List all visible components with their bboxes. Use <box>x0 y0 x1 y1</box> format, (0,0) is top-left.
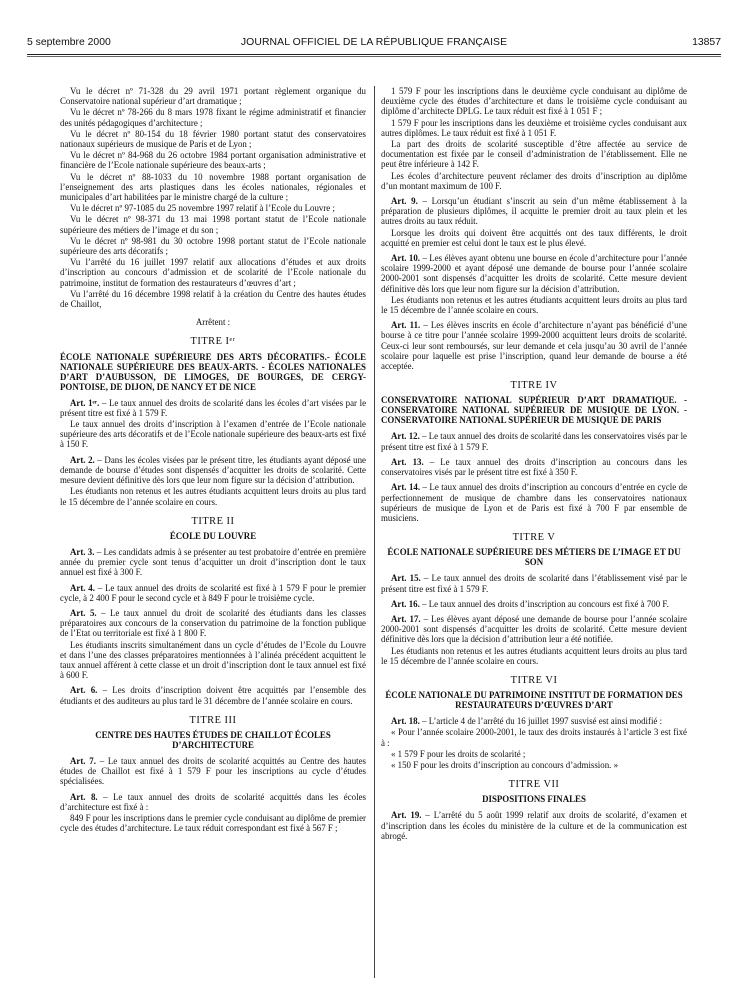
article-6-label: Art. 6. <box>70 685 98 696</box>
article-18 <box>381 716 687 726</box>
article-10-para-2: Les étudiants non retenus et les autres étudiants acquittent leurs droits au plus tard le 15 décembre de l’année scolaire en cours. <box>381 294 687 316</box>
article-5-label: Art. 5. <box>70 607 97 618</box>
article-2-text: – Dans les écoles visées par le présent titre, les étudiants ayant déposé une demande de bourse d’études sont dispensés d’acquitter les droits de scolarité. Cette mesure devient définitive dès lors que leur nom figure sur la décision d’attribution. <box>60 454 366 486</box>
article-18-para-4: « 150 F pour les droits d’inscription au concours d’admission. » <box>391 759 619 770</box>
article-19-label: Art. 19. <box>391 810 422 821</box>
article-11-label: Art. 11. <box>391 320 421 331</box>
article-9 <box>381 196 687 227</box>
article-8-para-2: 849 F pour les inscriptions dans le premier cycle conduisant au diplôme de premier cycle des études d’architecture. Le taux réduit correspondant est fixé à 567 F ; <box>60 812 366 834</box>
article-4 <box>60 583 366 603</box>
article-19 <box>381 810 687 841</box>
visa-6: Vu le décret nº 97-1085 du 25 novembre 1997 relatif à l’Ecole du Louvre ; <box>70 203 335 214</box>
article-3 <box>60 547 366 578</box>
article-18-para-2: « Pour l’année scolaire 2000-2001, le taux des droits instaurés à l’article 3 est fixé à : <box>381 727 687 748</box>
titre-6-subheading: ÉCOLE NATIONALE DU PATRIMOINE INSTITUT DE FORMATION DES RESTAURATEURS D’ŒUVRES D’ART <box>385 690 683 711</box>
article-16 <box>381 599 687 609</box>
article-1-para-2: Le taux annuel des droits d’inscription à l’examen d’entrée de l’Ecole nationale supérieure des arts décoratifs et de l’Ecole nationale supérieure des beaux-arts est fixé à 150 F. <box>60 419 366 450</box>
titre-4-heading: TITRE IV <box>510 380 558 392</box>
article-17-label: Art. 17. <box>391 613 421 624</box>
right-column <box>381 86 687 976</box>
article-15 <box>381 573 687 593</box>
article-8-para-6: Les écoles d’architecture peuvent réclamer des droits d’inscription au diplôme d’un montant maximum de 100 F. <box>381 170 687 191</box>
article-8-para-4: 1 579 F pour les inscriptions dans les deuxième et troisième cycles conduisant aux autres diplômes. Le taux réduit est fixé à 1 051 F. <box>381 117 687 138</box>
article-1-text: – Le taux annuel des droits de scolarité dans les écoles d’art visées par le présent titre est fixé à 1 579 F. <box>60 397 366 418</box>
visa-4: Vu le décret nº 84-968 du 26 octobre 1984 portant organisation administrative et financière de l’Ecole nationale supérieure des beaux-arts ; <box>60 150 366 171</box>
column-divider <box>374 86 375 978</box>
visa-9: Vu l’arrêté du 16 juillet 1997 relatif aux allocations d’études et aux droits d’inscription au concours d’admission et de scolarité de l’Ecole nationale du patrimoine, institut de formation des restaurateurs d’œuvres d’art ; <box>60 257 366 288</box>
article-14 <box>381 482 687 523</box>
article-10 <box>381 253 687 294</box>
article-15-label: Art. 15. <box>391 573 421 584</box>
article-11-text: – Les élèves inscrits en école d’architecture n’ayant pas bénéficié d’une bourse à ce titre pour l’année scolaire 1999-2000 acquittent leurs droits de scolarité. Ceux-ci leur sont remboursés, sur leur demande et cela jusqu’au 30 avril de l’année scolaire pour laquelle est prise l’inscription, quand leur demande de bourse a été acceptée. <box>381 320 687 372</box>
visa-7: Vu le décret nº 98-371 du 13 mai 1998 portant statut de l’Ecole nationale supérieure des métiers de l’image et du son ; <box>60 214 366 235</box>
titre-1-subheading: ÉCOLE NATIONALE SUPÉRIEURE DES ARTS DÉCORATIFS.- ÉCOLE NATIONALE SUPÉRIEURE DES BEAUX-ARTS. - ÉCOLES NATIONALES D’ART D’AUBUSSON, DE LIMOGES, DE BOURGES, DE CERGY-PONTOISE, DE DIJON, DE NANCY ET DE NICE <box>60 351 366 392</box>
titre-1-heading: TITRE Iᵉʳ <box>190 336 236 348</box>
article-4-text: – Le taux annuel des droits de scolarité est fixé à 1 579 F pour le premier cycle, à 2 400 F pour le second cycle et à 849 F pour le troisième cycle. <box>60 582 366 603</box>
article-5-text: – Le taux annuel du droit de scolarité des étudiants dans les classes préparatoires aux concours de la conservation du patrimoine de la fonction publique de l’Etat ou territoriale est fixé à 1 800 F. <box>60 607 366 639</box>
article-2-para-2: Les étudiants non retenus et les autres étudiants acquittent leurs droits au plus tard le 15 décembre de l’année scolaire en cours. <box>60 486 366 507</box>
article-18-text: – L’article 4 de l’arrêté du 16 juillet 1997 susvisé est ainsi modifié : <box>419 716 663 727</box>
visa-2: Vu le décret nº 78-266 du 8 mars 1978 fixant le régime administratif et financier des unités pédagogiques d’architecture ; <box>60 107 366 128</box>
article-8-para-3: 1 579 F pour les inscriptions dans le deuxième cycle conduisant au diplôme de deuxième cycle des études d’architecture et dans le troisième cycle conduisant au diplôme d’architecte DPLG. Le taux réduit est fixé à 1 051 F ; <box>381 86 687 117</box>
article-9-text: – Lorsqu’un étudiant s’inscrit au sein d’un même établissement à la préparation de plusieurs diplômes, il acquitte le premier droit au taux plein et les autres droits au taux réduit. <box>381 196 687 227</box>
article-12 <box>381 431 687 451</box>
article-8-para-5: La part des droits de scolarité susceptible d’être affectée au service de documentation est fixée par le conseil d’administration de l’établissement. Elle ne peut être inférieure à 142 F. <box>381 139 687 170</box>
titre-7-heading: TITRE VII <box>508 779 560 791</box>
article-13-label: Art. 13. <box>391 456 424 467</box>
visa-5: Vu le décret nº 88-1033 du 10 novembre 1988 portant organisation de l’enseignement des arts plastiques dans les écoles nationales, régionales et municipales d’art habilitées par le ministre chargé de la culture ; <box>60 171 366 203</box>
article-17-text: – Les élèves ayant déposé une demande de bourse pour l’année scolaire 2000-2001 sont dispensés d’acquitter les droits de scolarité. Cette mesure devient définitive dès lors que la décision d’attribution leur a été notifiée. <box>381 613 687 645</box>
visa-1: Vu le décret nº 71-328 du 29 avril 1971 portant règlement organique du Conservatoire national supérieur d’art dramatique ; <box>60 86 366 107</box>
article-7-text: – Le taux annuel des droits de scolarité acquittés au Centre des hautes études de Chaillot est fixé à 1 579 F pour les inscriptions au cycle d’études spécialisées. <box>60 755 366 787</box>
article-5 <box>60 608 366 639</box>
article-15-text: – Le taux annuel des droits de scolarité dans l’établissement visé par le présent titre est fixé à 1 579 F. <box>381 573 687 594</box>
article-9-para-2: Lorsque les droits qui doivent être acquittés ont des taux différents, le droit acquitté en premier est celui dont le taux est le plus élevé. <box>381 227 687 248</box>
left-column <box>60 86 366 976</box>
issue-date: 5 septembre 2000 <box>27 37 111 48</box>
article-7-label: Art. 7. <box>70 755 96 766</box>
article-18-para-3: « 1 579 F pour les droits de scolarité ; <box>391 748 526 759</box>
article-3-text: – Les candidats admis à se présenter au test probatoire d’entrée en première année du premier cycle sont tenus d’acquitter un droit d’inscription dont le taux annuel est fixé à 300 F. <box>60 546 366 578</box>
journal-title: JOURNAL OFFICIEL DE LA RÉPUBLIQUE FRANÇAISE <box>240 37 508 48</box>
article-13 <box>381 457 687 477</box>
article-10-text: – Les élèves ayant obtenu une bourse en école d’architecture pour l’année scolaire 1999-2000 et ayant déposé une demande de bourse pour l’année scolaire 2000-2001 sont dispensés d’acquitter les droits de scolarité. Cette mesure devient définitive dès lors que leur nom figure sur la décision d’attribution. <box>381 253 687 294</box>
titre-4-subheading: CONSERVATOIRE NATIONAL SUPÉRIEUR D’ART DRAMATIQUE. - CONSERVATOIRE NATIONAL SUPÉRIEUR DE MUSIQUE DE LYON. - CONSERVATOIRE NATIONAL SUPÉRIEUR DE MUSIQUE DE PARIS <box>381 395 687 426</box>
titre-3-heading: TITRE III <box>189 714 237 726</box>
titre-5-heading: TITRE V <box>512 532 556 544</box>
article-13-text: – Le taux annuel des droits d’inscription au concours dans les conservatoires visés par le présent titre est fixé à 350 F. <box>381 456 687 478</box>
article-12-label: Art. 12. <box>391 431 420 442</box>
titre-5-subheading: ÉCOLE NATIONALE SUPÉRIEURE DES MÉTIERS DE L’IMAGE ET DU SON <box>387 547 681 568</box>
article-16-text: – Le taux annuel des droits d’inscription au concours est fixé à 700 F. <box>419 598 669 609</box>
visa-8: Vu le décret nº 98-981 du 30 octobre 1998 portant statut de l’Ecole nationale supérieure des arts décoratifs ; <box>60 235 366 257</box>
article-5-para-2: Les étudiants inscrits simultanément dans un cycle d’études de l’Ecole du Louvre et dans l’une des classes préparatoires mentionnées à l’alinéa précédent acquittent le taux annuel afférent à cette classe et un droit d’inscription dont le taux annuel est fixé à 600 F. <box>60 639 366 681</box>
article-14-label: Art. 14. <box>391 482 421 493</box>
article-6-text: – Les droits d’inscription doivent être acquittés par l’ensemble des étudiants et des auditeurs au plus tard le 31 décembre de l’année scolaire en cours. <box>60 685 366 706</box>
article-18-label: Art. 18. <box>391 716 420 727</box>
article-10-label: Art. 10. <box>391 253 421 264</box>
visa-3: Vu le décret nº 80-154 du 18 février 1980 portant statut des conservatoires nationaux supérieurs de musique de Paris et de Lyon ; <box>60 128 366 150</box>
article-8-label: Art. 8. <box>70 791 98 802</box>
article-16-label: Art. 16. <box>391 598 420 609</box>
article-2-label: Art. 2. <box>70 454 95 465</box>
header-rule <box>27 54 721 55</box>
article-14-text: – Le taux annuel des droits d’inscription au concours d’entrée en cycle de perfectionnement de musique de chambre dans les conservatoires nationaux supérieurs de musique de Lyon et de Paris est fixé à 700 F par ensemble de musiciens. <box>381 482 687 523</box>
titre-2-subheading: ÉCOLE DU LOUVRE <box>169 530 257 541</box>
article-1-label: Art. 1ᵉʳ. <box>70 397 100 408</box>
article-2 <box>60 455 366 486</box>
visa-10: Vu l’arrêté du 16 décembre 1998 relatif à la création du Centre des hautes études de Chaillot, <box>60 288 366 310</box>
titre-7-subheading: DISPOSITIONS FINALES <box>482 794 586 805</box>
article-1 <box>60 398 366 418</box>
article-8-text: – Le taux annuel des droits de scolarité acquittés dans les écoles d’architecture est fixé à : <box>60 791 366 812</box>
titre-2-heading: TITRE II <box>191 515 235 527</box>
header-rule-thin <box>27 56 721 57</box>
article-17-para-2: Les étudiants non retenus et les autres étudiants acquittent leurs droits au plus tard le 15 décembre de l’année scolaire en cours. <box>381 645 687 666</box>
article-7 <box>60 756 366 787</box>
article-8 <box>60 792 366 812</box>
article-11 <box>381 320 687 371</box>
article-17 <box>381 614 687 645</box>
article-9-label: Art. 9. <box>391 196 418 207</box>
titre-3-subheading: CENTRE DES HAUTES ÉTUDES DE CHAILLOT ÉCOLES D’ARCHITECTURE <box>95 729 331 750</box>
arrete-heading: Arrêtent : <box>195 317 231 328</box>
article-19-text: – L’arrêté du 5 août 1999 relatif aux droits de scolarité, d’examen et d’inscription dans les écoles du ministère de la culture et de la communication est abrogé. <box>381 810 687 841</box>
article-6 <box>60 685 366 705</box>
article-12-text: – Le taux annuel des droits de scolarité dans les conservatoires visés par le présent titre est fixé à 1 579 F. <box>381 431 687 452</box>
article-4-label: Art. 4. <box>70 582 95 593</box>
article-3-label: Art. 3. <box>70 546 95 557</box>
page-number: 13857 <box>692 37 721 48</box>
page-header <box>27 34 721 52</box>
titre-6-heading: TITRE VI <box>510 674 558 686</box>
